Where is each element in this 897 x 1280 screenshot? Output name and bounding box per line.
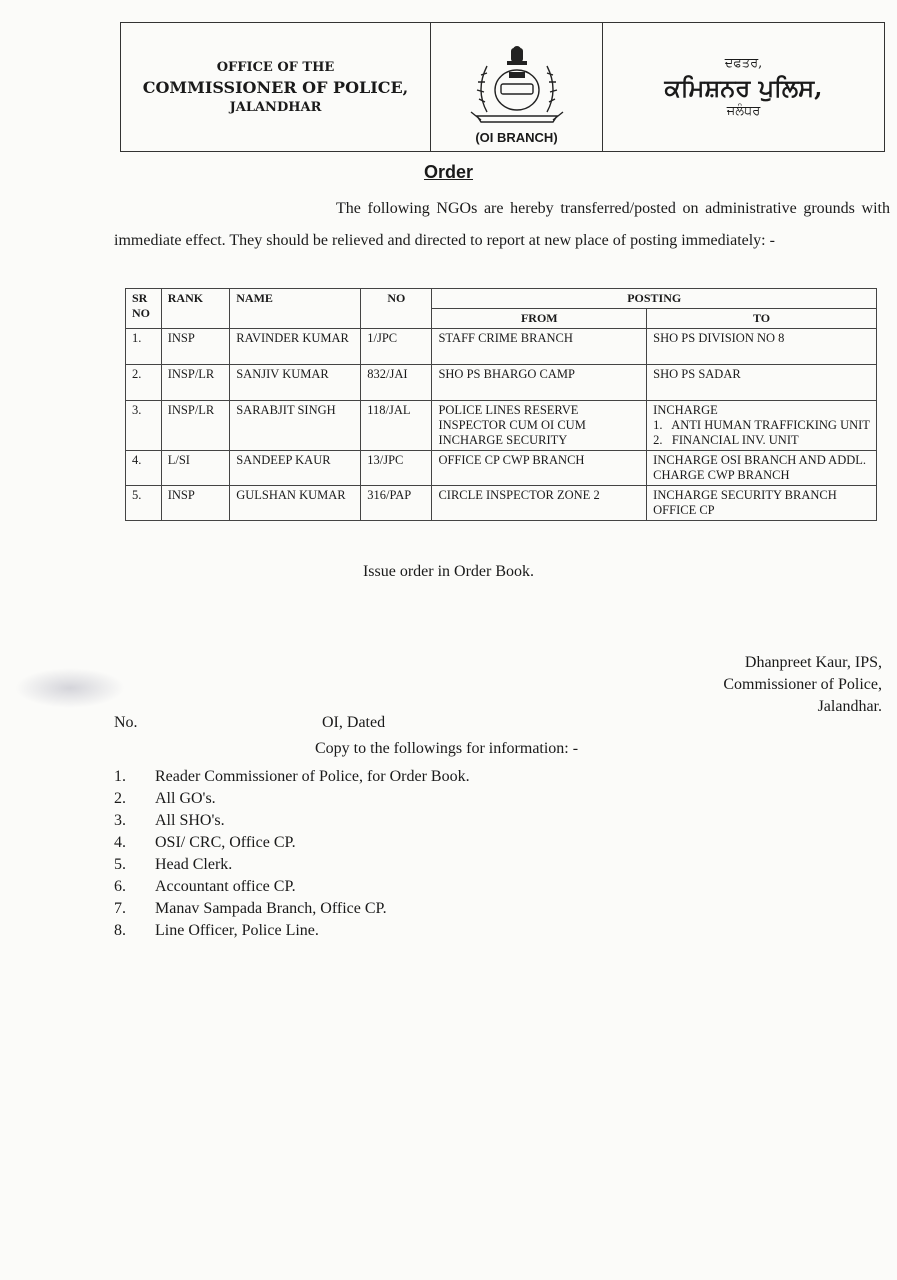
signatory-name: Dhanpreet Kaur, IPS,	[744, 654, 882, 671]
office-name-punjabi	[603, 23, 884, 151]
list-number: 3.	[114, 812, 126, 829]
table-row	[126, 365, 877, 401]
cell-from: CIRCLE INSPECTOR ZONE 2	[432, 486, 647, 521]
cell-name: SANJIV KUMAR	[230, 365, 361, 401]
postings-table	[125, 288, 877, 521]
signature-block	[723, 652, 882, 718]
list-text: Line Officer, Police Line.	[155, 922, 319, 939]
letterhead	[120, 22, 885, 152]
cell-no: 1/JPC	[361, 329, 432, 365]
copy-to-heading: Copy to the followings for information: -	[315, 740, 579, 757]
scan-smudge	[15, 668, 125, 708]
col-to: TO	[647, 309, 877, 329]
list-text: Accountant office CP.	[155, 878, 296, 895]
col-posting: POSTING	[432, 289, 877, 309]
cell-no: 13/JPC	[361, 451, 432, 486]
cell-to-head: INCHARGE	[653, 403, 718, 417]
punjabi-line-3: ਜਲੰਧਰ	[726, 103, 761, 119]
office-name-english	[121, 23, 431, 151]
list-item	[114, 832, 470, 854]
issue-note: Issue order in Order Book.	[362, 563, 535, 580]
cell-name: RAVINDER KUMAR	[230, 329, 361, 365]
cell-no: 118/JAL	[361, 401, 432, 451]
cell-from: STAFF CRIME BRANCH	[432, 329, 647, 365]
cell-to: SHO PS DIVISION NO 8	[647, 329, 877, 365]
list-item	[114, 788, 470, 810]
office-line-1: OFFICE OF THE	[216, 59, 335, 75]
cell-rank: L/SI	[161, 451, 230, 486]
cell-name: GULSHAN KUMAR	[230, 486, 361, 521]
cell-no: 316/PAP	[361, 486, 432, 521]
punjabi-line-2: ਕਮਿਸ਼ਨਰ ਪੁਲਿਸ,	[664, 72, 823, 102]
cell-sr: 5.	[126, 486, 162, 521]
list-text: Manav Sampada Branch, Office CP.	[155, 900, 387, 917]
intro-paragraph	[114, 193, 890, 257]
list-number: 8.	[114, 922, 126, 939]
office-line-3: JALANDHAR	[229, 99, 322, 115]
office-line-2: COMMISSIONER OF POLICE,	[142, 77, 409, 97]
list-number: 4.	[114, 834, 126, 851]
list-item	[114, 810, 470, 832]
cell-sr: 4.	[126, 451, 162, 486]
cell-to-item: 2. FINANCIAL INV. UNIT	[653, 433, 799, 447]
table-row	[126, 329, 877, 365]
table-header-row	[126, 289, 877, 309]
cell-rank: INSP	[161, 486, 230, 521]
copy-list	[114, 766, 470, 942]
cell-rank: INSP/LR	[161, 401, 230, 451]
cell-no: 832/JAI	[361, 365, 432, 401]
cell-to: INCHARGE SECURITY BRANCH OFFICE CP	[647, 486, 877, 521]
list-item	[114, 876, 470, 898]
police-emblem-icon	[457, 42, 577, 130]
list-text: All GO's.	[155, 790, 216, 807]
page-title	[0, 162, 897, 183]
cell-rank: INSP/LR	[161, 365, 230, 401]
reference-no: No.	[114, 714, 138, 731]
emblem-cell	[431, 23, 603, 151]
cell-to-item: 1. ANTI HUMAN TRAFFICKING UNIT	[653, 418, 870, 432]
cell-sr: 3.	[126, 401, 162, 451]
list-text: OSI/ CRC, Office CP.	[155, 834, 296, 851]
list-number: 1.	[114, 768, 126, 785]
order-title-text: Order	[423, 162, 474, 182]
col-name: NAME	[230, 289, 361, 329]
list-text: All SHO's.	[155, 812, 225, 829]
cell-rank: INSP	[161, 329, 230, 365]
col-rank: RANK	[161, 289, 230, 329]
cell-name: SANDEEP KAUR	[230, 451, 361, 486]
list-text: Head Clerk.	[155, 856, 233, 873]
list-item	[114, 766, 470, 788]
cell-name: SARABJIT SINGH	[230, 401, 361, 451]
list-number: 2.	[114, 790, 126, 807]
cell-from: SHO PS BHARGO CAMP	[432, 365, 647, 401]
dated-line: OI, Dated	[322, 714, 386, 731]
cell-from: OFFICE CP CWP BRANCH	[432, 451, 647, 486]
table-row	[126, 486, 877, 521]
cell-sr: 2.	[126, 365, 162, 401]
branch-label: (OI BRANCH)	[475, 130, 558, 145]
intro-text: The following NGOs are hereby transferred/posted on administrative grounds with immediate effect. They should be relieved and directed to report at new place of posting immediately: -	[114, 200, 890, 249]
cell-to	[647, 401, 877, 451]
cell-to: SHO PS SADAR	[647, 365, 877, 401]
col-sr-no: SR NO	[126, 289, 162, 329]
cell-sr: 1.	[126, 329, 162, 365]
signatory-place: Jalandhar.	[817, 698, 882, 715]
col-from: FROM	[432, 309, 647, 329]
list-number: 7.	[114, 900, 126, 917]
list-number: 5.	[114, 856, 126, 873]
table-row	[126, 401, 877, 451]
list-item	[114, 920, 470, 942]
table-row	[126, 451, 877, 486]
list-item	[114, 898, 470, 920]
cell-from: POLICE LINES RESERVE INSPECTOR CUM OI CUM INCHARGE SECURITY	[432, 401, 647, 451]
signatory-designation: Commissioner of Police,	[723, 676, 882, 693]
list-number: 6.	[114, 878, 126, 895]
punjabi-line-1: ਦਫਤਰ,	[724, 55, 763, 71]
list-item	[114, 854, 470, 876]
cell-to: INCHARGE OSI BRANCH AND ADDL. CHARGE CWP BRANCH	[647, 451, 877, 486]
list-text: Reader Commissioner of Police, for Order Book.	[155, 768, 470, 785]
col-no: NO	[361, 289, 432, 329]
